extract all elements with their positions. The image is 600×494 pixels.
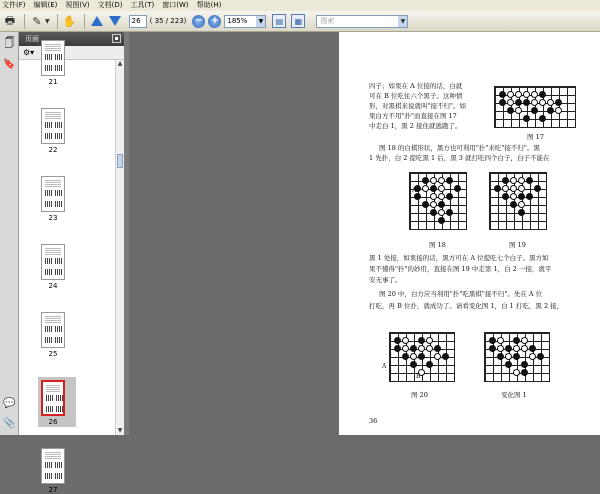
thumbnail-label: 26 (48, 418, 58, 426)
text-line: 中走白 1，黑 2 接住就逃跑了。 (369, 122, 462, 130)
menu-item[interactable]: 视图(V) (65, 1, 90, 9)
navigation-pane-strip (0, 32, 19, 435)
board-label: A (412, 187, 417, 194)
thumbnail-label: 25 (48, 350, 58, 358)
text-line: 1 先扑，白 2 提吃黑 1 后，黑 3 就打吃四个白子，白子不能在 (369, 154, 550, 162)
go-board-variation-1 (484, 332, 550, 382)
text-line: 安无事了。 (369, 276, 402, 284)
page-thumbnail[interactable] (41, 176, 65, 212)
thumbnail-label: 27 (48, 486, 58, 494)
menu-item[interactable]: 帮助(H) (196, 1, 222, 9)
text-line: 图 18 的白棋形状，黑方也可利用"扑"来吃"接不归"。黑 (379, 144, 540, 152)
text-line: 黑 1 处接，如果接的话，黑方可在 A 位提吃七个白子。黑方如 (369, 254, 549, 262)
menu-item[interactable]: 窗口(W) (162, 1, 189, 9)
zoom-out-button[interactable]: − (192, 15, 205, 28)
thumbnail-scrollbar[interactable] (115, 60, 124, 435)
scroll-down-icon[interactable]: ▼ (117, 427, 123, 434)
hand-tool-icon[interactable]: ✋ (62, 14, 77, 28)
thumbnail-list (19, 60, 115, 494)
page-thumbnail[interactable] (41, 108, 65, 144)
page-total-label: ( 35 / 223) (149, 17, 187, 25)
figure-caption: 图 18 (429, 241, 446, 249)
bookmarks-icon[interactable]: 🔖 (3, 59, 16, 70)
fit-width-icon[interactable]: ▦ (291, 14, 305, 28)
edit-icon[interactable]: ✎ (32, 14, 42, 28)
close-icon[interactable]: ▪ (112, 34, 121, 43)
figure-caption: 图 17 (527, 133, 544, 141)
zoom-level-input[interactable] (224, 15, 266, 28)
previous-page-button[interactable] (89, 13, 105, 29)
board-label: B (416, 373, 421, 380)
board-label: A (382, 363, 387, 370)
chevron-down-icon[interactable]: ▼ (256, 16, 265, 27)
thumbnail-label: 23 (48, 214, 58, 222)
fit-page-icon[interactable]: ▤ (272, 14, 286, 28)
page-thumbnail[interactable] (41, 312, 65, 348)
scrollbar-thumb[interactable] (117, 154, 123, 168)
comments-icon[interactable]: 💬 (3, 398, 16, 409)
zoom-in-button[interactable]: + (208, 15, 221, 28)
search-placeholder: 搜索 (320, 16, 335, 25)
page-number-input[interactable]: 26 (129, 15, 147, 28)
menu-bar (0, 0, 600, 11)
menu-item[interactable]: 工具(T) (130, 1, 155, 9)
chevron-down-icon[interactable]: ▼ (398, 16, 407, 27)
document-view (129, 32, 600, 435)
document-page (339, 32, 600, 435)
chevron-down-icon[interactable]: ▼ (45, 17, 50, 25)
attachments-icon[interactable]: 📎 (3, 418, 16, 429)
menu-item[interactable]: 编辑(E) (33, 1, 58, 9)
text-line: 可在 B 位吃住六个黑子。这种情 (369, 92, 463, 100)
print-icon[interactable]: 🖶 (4, 13, 16, 27)
pages-panel-options[interactable] (19, 46, 124, 60)
toolbar (0, 11, 600, 32)
page-thumbnail[interactable] (41, 40, 65, 76)
text-line: 形，对黑棋来说就叫"接不归"。如 (369, 102, 466, 110)
thumbnail-label: 22 (48, 146, 58, 154)
menu-item[interactable]: 文件(F) (2, 1, 26, 9)
options-icon[interactable]: ⚙▾ (23, 48, 35, 57)
pages-panel-header (19, 32, 124, 46)
go-board-figure-17 (494, 86, 576, 128)
text-line: 果不懂得"扑"的妙用，直接在图 19 中走第 1，白 2 一接，就平 (369, 265, 552, 273)
page-thumbnail[interactable] (41, 244, 65, 280)
pages-icon[interactable]: 🗍 (4, 38, 15, 49)
thumbnail-label: 21 (48, 78, 58, 86)
pages-panel (19, 32, 124, 494)
thumbnail-label: 24 (48, 282, 58, 290)
text-line: 打吃，再 B 位扑，就成功了。请看变化图 1，白 1 打吃，黑 2 接， (369, 302, 564, 310)
figure-caption: 图 20 (411, 391, 428, 399)
toolbar-separator (24, 14, 25, 29)
figure-caption: 图 19 (509, 241, 526, 249)
toolbar-separator (84, 14, 85, 29)
go-board-figure-20 (382, 332, 455, 382)
pages-panel-title: 页面 (25, 35, 39, 43)
page-number: 36 (369, 417, 378, 425)
next-page-button[interactable] (107, 13, 123, 29)
scroll-up-icon[interactable]: ▲ (117, 60, 123, 67)
text-line: 果白方不用"扑"而直接在图 17 (369, 112, 457, 120)
search-input[interactable] (316, 15, 408, 28)
text-line: 图 20 中，白方应当利用"扑"吃黑棋"接不归"。先在 A 位 (379, 290, 543, 298)
arrow-down-icon (109, 16, 121, 26)
arrow-up-icon (91, 16, 103, 26)
page-thumbnail[interactable] (41, 380, 65, 416)
text-line: 四子；如果在 A 位接的话，白就 (369, 82, 463, 90)
go-board-figure-18 (409, 172, 467, 230)
page-thumbnail[interactable] (41, 448, 65, 484)
go-board-figure-19 (489, 172, 547, 230)
figure-caption: 变化图 1 (501, 391, 527, 399)
toolbar-separator (57, 14, 58, 29)
menu-item[interactable]: 文档(D) (97, 1, 123, 9)
zoom-level-value: 185% (227, 16, 248, 25)
